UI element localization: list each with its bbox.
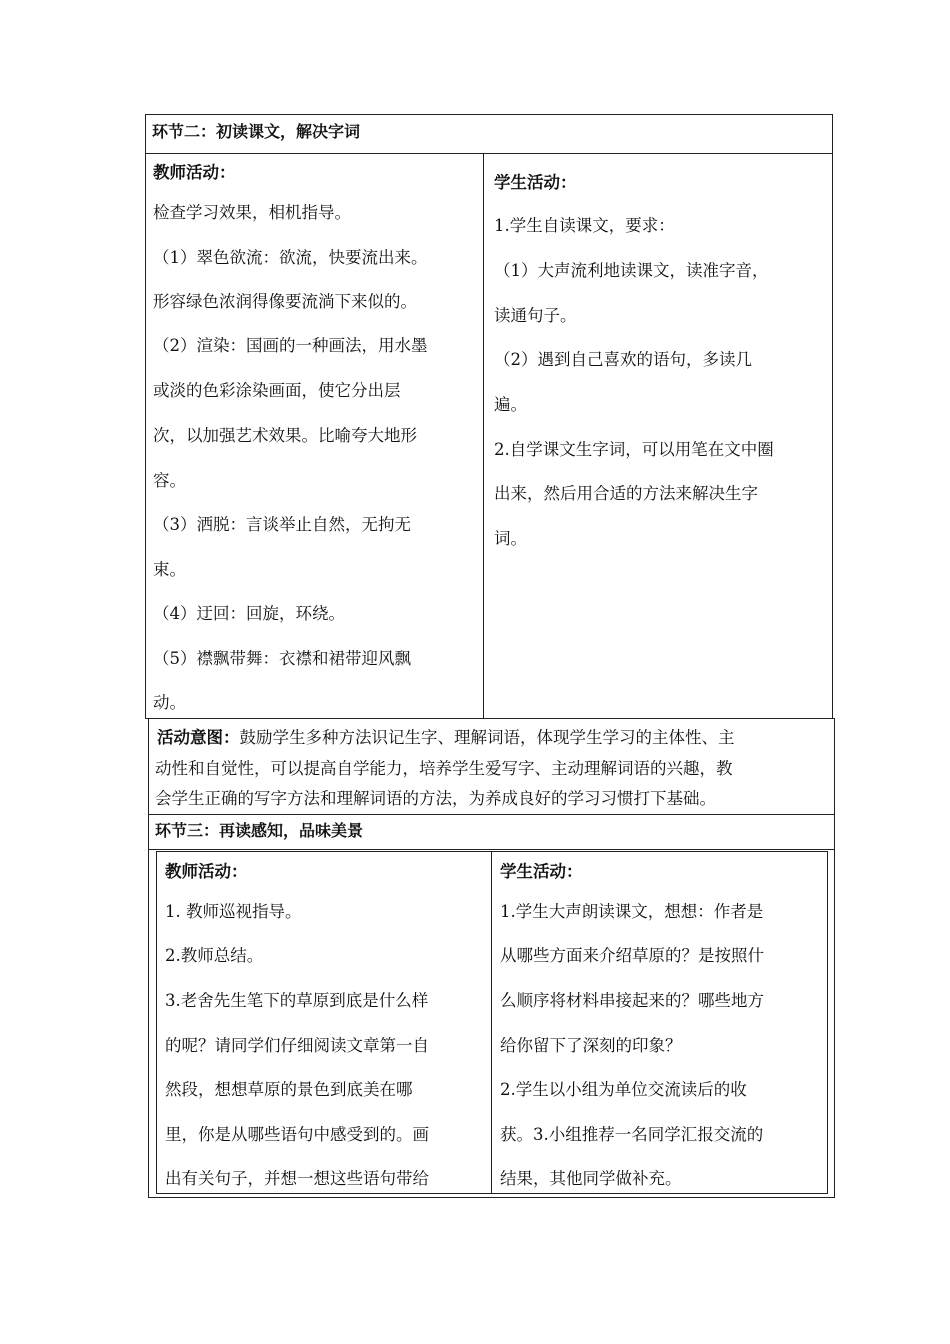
section3-divider <box>491 851 492 1194</box>
section2-student-line: 1.学生自读课文，要求： <box>494 216 675 235</box>
section3-teacher-line: 出有关句子，并想一想这些语句带给 <box>165 1169 429 1188</box>
section2-student-line: 词。 <box>494 529 527 548</box>
section3-student-line: 1.学生大声朗读课文，想想：作者是 <box>500 902 764 921</box>
section3-student-line: 2.学生以小组为单位交流读后的收 <box>500 1080 747 1099</box>
section3-outer-right <box>834 849 835 1198</box>
section2-teacher-line: 次，以加强艺术效果。比喻夸大地形 <box>153 426 417 445</box>
section2-student-heading: 学生活动： <box>494 173 577 192</box>
section2-teacher-line: 动。 <box>153 693 186 712</box>
section2-student-line: （2）遇到自己喜欢的语句，多读几 <box>494 350 752 369</box>
section2-teacher-line: 束。 <box>153 560 186 579</box>
section2-teacher-heading: 教师活动： <box>153 163 236 182</box>
section3-student-line: 从哪些方面来介绍草原的？是按照什 <box>500 946 764 965</box>
section3-student-line: 给你留下了深刻的印象？ <box>500 1036 682 1055</box>
section2-teacher-line: （4）迂回：回旋，环绕。 <box>153 604 345 623</box>
section3-title: 环节三：再读感知，品味美景 <box>155 821 364 840</box>
section2-teacher-line: 容。 <box>153 471 186 490</box>
section2-divider <box>483 153 484 719</box>
intent-text: 鼓励学生多种方法识记生字、理解词语，体现学生学习的主体性、主 <box>239 728 735 747</box>
section3-outer-bottom <box>148 1197 835 1198</box>
section2-teacher-line: （1）翠色欲流：欲流，快要流出来。 <box>153 248 428 267</box>
section3-teacher-line: 2.教师总结。 <box>165 946 264 965</box>
section3-teacher-heading: 教师活动： <box>165 862 248 881</box>
section2-teacher-line: 形容绿色浓润得像要流淌下来似的。 <box>153 292 417 311</box>
section2-teacher-line: （3）洒脱：言谈举止自然，无拘无 <box>153 515 411 534</box>
section2-teacher-line: （5）襟飘带舞：衣襟和裙带迎风飘 <box>153 649 411 668</box>
section3-teacher-line: 1. 教师巡视指导。 <box>165 902 302 921</box>
section2-teacher-line: 检查学习效果，相机指导。 <box>153 203 351 222</box>
section2-student-line: 遍。 <box>494 395 527 414</box>
section2-student-line: （1）大声流利地读课文，读准字音， <box>494 261 769 280</box>
section3-teacher-line: 里，你是从哪些语句中感受到的。画 <box>165 1125 429 1144</box>
intent-label: 活动意图： <box>157 728 240 747</box>
section2-teacher-line: （2）渲染：国画的一种画法，用水墨 <box>153 336 428 355</box>
section2-student-line: 出来，然后用合适的方法来解决生字 <box>494 484 758 503</box>
section2-student-line: 读通句子。 <box>494 306 577 325</box>
section2-teacher-line: 或淡的色彩涂染画面，使它分出层 <box>153 381 401 400</box>
intent-line: 动性和自觉性，可以提高自学能力，培养学生爱写字、主动理解词语的兴趣，教 <box>155 759 733 778</box>
intent-line <box>157 728 735 748</box>
section3-teacher-line: 然段，想想草原的景色到底美在哪 <box>165 1080 413 1099</box>
section3-teacher-line: 3.老舍先生笔下的草原到底是什么样 <box>165 991 429 1010</box>
section3-student-line: 么顺序将材料串接起来的？哪些地方 <box>500 991 764 1010</box>
section3-student-line: 结果，其他同学做补充。 <box>500 1169 682 1188</box>
section3-student-heading: 学生活动： <box>500 862 583 881</box>
section3-teacher-line: 的呢？请同学们仔细阅读文章第一自 <box>165 1036 429 1055</box>
section3-student-line: 获。3.小组推荐一名同学汇报交流的 <box>500 1125 764 1144</box>
section2-student-line: 2.自学课文生字词，可以用笔在文中圈 <box>494 440 774 459</box>
section2-title: 环节二：初读课文，解决字词 <box>152 122 361 141</box>
intent-line: 会学生正确的写字方法和理解词语的方法，为养成良好的学习习惯打下基础。 <box>155 789 716 808</box>
section3-outer-left <box>148 849 149 1198</box>
